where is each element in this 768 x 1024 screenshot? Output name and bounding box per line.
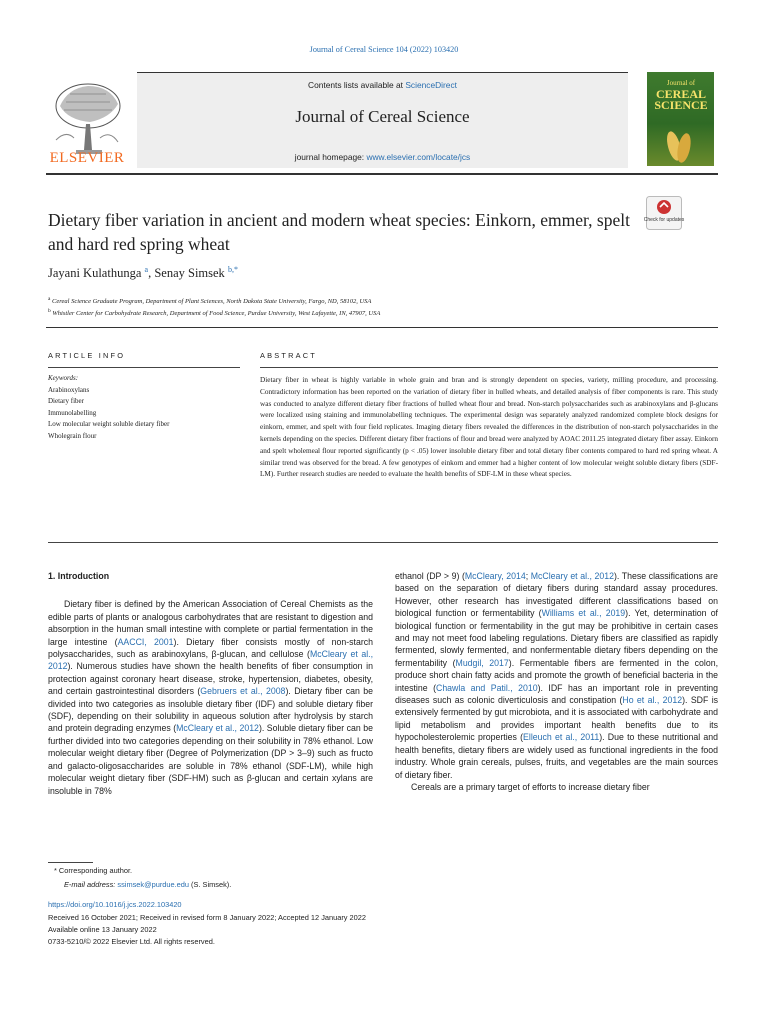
footnote-rule [48, 862, 93, 863]
body-paragraph [395, 570, 718, 781]
paragraph-text: ). Soluble dietary fiber can be further divided into two categories depending on their solubility in 78% ethanol. Low molecular weight dietary fiber (Degree of Polymerization (DP > 3–9) such as fructo and galacto-oligosaccharides are soluble in 78% ethanol (SDF-LM), while high molecular weight dietary fiber (SDF-HM) such as β-glucan and certain xylans are insoluble in 78% [48, 723, 373, 796]
keywords-block [48, 373, 248, 442]
abstract-rule [260, 367, 718, 368]
journal-title: Journal of Cereal Science [295, 107, 470, 126]
citation-link[interactable]: Williams et al., 2019 [541, 608, 626, 619]
author-affiliation-link[interactable]: b,* [227, 265, 238, 274]
check-for-updates-badge[interactable] [643, 196, 685, 230]
paragraph-text: ). IDF has an important role in preventing diseases such as colonic diverticulosis and constipation ( [395, 682, 719, 706]
available-online: Available online 13 January 2022 [48, 925, 157, 934]
cover-title-line3: SCIENCE [654, 98, 708, 112]
abstract-text: Dietary fiber in wheat is highly variable in whole grain and bran and is strongly dependent on species, variety, milling procedure, and processing. Contradictory information has been reported on the variation of dietary fiber in hulled wheats, and detailed analysis of fiber components is rare. This study was conducted to analyze different dietary fiber fractions of hulled wheat flour and bread. Non-starch polysaccharides such as arabinoxylans and β-glucans were localized using staining and immunolabelling techniques. The experimental design was separately analyzed randomized complete block designs for einkorn, emmer, and spelt with four field replicates. Imaging dietary fibers revealed the differences in the distribution of non-starch polysaccharides in the kernels depending on the species. Different dietary fiber fractions of flour and bread were analyzed by AOAC 2011.25 integrated dietary fiber assay. Einkorn and spelt wholemeal flour reported significantly (p < .05) lower insoluble dietary fiber and total dietary fiber contents compared to hard red spring wheat. A similar trend was observed for the bread. A few genotypes of einkorn and emmer had a higher content of low molecular weight soluble dietary fibers (SDF-LM). Further research studies are needed to evaluate the health benefits of SDF-LM in these wheat species. [260, 376, 718, 479]
article-info-heading: ARTICLE INFO [48, 351, 126, 360]
affiliation [48, 308, 380, 317]
paragraph-text: ). Yet, determination of biological function or fermentability in the gut may be prohibitive in certain cases and may not meet food labeling regulations. Dietary fibers are classified as rapidly fermented, slowly fermented, and nonfermentable dietary fibers depending on the fermentability ( [395, 608, 718, 668]
right-paragraphs [395, 570, 718, 793]
affiliation-rule [46, 327, 718, 328]
corresponding-author-note: * Corresponding author. [54, 866, 133, 875]
cover-title-line2: CEREAL [655, 87, 706, 101]
check-updates-text: Check for updates [643, 217, 685, 223]
keyword-item: Wholegrain flour [48, 431, 97, 440]
citation-link[interactable]: Chawla and Patil., 2010 [436, 682, 538, 693]
abstract-bottom-rule [48, 542, 718, 543]
header-rule [46, 173, 718, 175]
email-link[interactable]: ssimsek@purdue.edu [117, 880, 189, 889]
email-suffix: (S. Simsek). [189, 880, 232, 889]
copyright-line: 0733-5210/© 2022 Elsevier Ltd. All rights reserved. [48, 937, 215, 946]
sciencedirect-link[interactable]: ScienceDirect [405, 80, 457, 90]
email-label: E-mail address: [64, 880, 118, 889]
keyword-item: Immunolabelling [48, 408, 97, 417]
journal-header-band [137, 72, 628, 168]
keyword-item: Low molecular weight soluble dietary fiber [48, 420, 170, 428]
affiliation-text: Cereal Science Graduate Program, Department of Plant Sciences, North Dakota State University, Fargo, ND, 58102, USA [52, 298, 372, 306]
citation-link[interactable]: Ho et al., 2012 [622, 695, 683, 706]
section-heading-introduction: 1. Introduction [48, 571, 110, 581]
journal-homepage-link[interactable]: www.elsevier.com/locate/jcs [366, 152, 471, 162]
keyword-item: Arabinoxylans [48, 385, 90, 394]
citation-link[interactable]: Elleuch et al., 2011 [523, 732, 600, 743]
paragraph-text: ). Dietary fiber can be divided into two categories as insoluble dietary fiber (IDF) and soluble dietary fiber (SDF), depending on their solubility in aqueous solution after hydrolysis by starch and protein degrading enzymes ( [48, 686, 374, 734]
journal-citation-link[interactable]: Journal of Cereal Science 104 (2022) 103420 [309, 45, 459, 54]
body-column-right [395, 570, 718, 793]
affiliation [48, 296, 371, 305]
citation-link[interactable]: AACCI, 2001 [117, 636, 174, 647]
contents-line [137, 80, 628, 90]
paragraph-text: Cereals are a primary target of efforts to increase dietary fiber [411, 781, 650, 792]
citation-link[interactable]: McCleary et al., 2012 [48, 649, 374, 672]
citation-link[interactable]: McCleary et al., 2012 [176, 723, 259, 734]
body-column-left [48, 570, 373, 797]
cover-title [651, 78, 711, 111]
author-affiliation-link[interactable]: a [144, 265, 149, 274]
paragraph-text: ; [525, 571, 531, 581]
body-paragraph [48, 598, 373, 797]
article-info-rule [48, 367, 240, 368]
affiliation-text: Whistler Center for Carbohydrate Research, Department of Food Science, Purdue University, West Lafayette, IN, 47907, USA [52, 310, 381, 318]
affiliation-marker: b [48, 308, 51, 314]
body-paragraph [395, 781, 718, 793]
homepage-line [137, 152, 628, 162]
paragraph-text: ). Fermentable fibers are fermented in the colon, produce short chain fatty acids and promote the growth of beneficial bacteria in the intestine ( [395, 657, 718, 693]
paragraph-text: ). Numerous studies have shown the health benefits of fiber consumption in protection against coronary heart disease, stroke, hypertension, diabetes, obesity, and certain gastrointestinal disorders ( [48, 661, 373, 697]
homepage-prefix: journal homepage: [294, 152, 367, 162]
wheat-grain-image [665, 126, 693, 166]
paragraph-text: ). Due to these nutritional and health benefits, dietary fibers are widely used as functional ingredients in the food industry. Whole grain cereals, pulses, fruits, and vegetables are the main sources of dietary fiber. [395, 732, 718, 780]
citation-link[interactable]: McCleary et al., 2012 [530, 571, 614, 581]
keywords-heading: Keywords: [48, 374, 79, 382]
keyword-item: Dietary fiber [48, 397, 84, 405]
paragraph-text: ). These classifications are based on the separation of dietary fibers during standard assay procedures. However, other research has investigated different classifications based on biological function or fermentability ( [395, 571, 718, 619]
email-note [64, 880, 231, 889]
author-list [48, 265, 238, 281]
elsevier-wordmark: ELSEVIER [49, 150, 125, 166]
cover-title-line1: Journal of [666, 79, 696, 87]
doi-link[interactable]: https://doi.org/10.1016/j.jcs.2022.103420 [48, 900, 182, 909]
affiliation-marker: a [48, 296, 51, 302]
journal-cover-thumbnail[interactable] [647, 72, 714, 166]
paragraph-text: Dietary fiber is defined by the American Association of Cereal Chemists as the edible parts of plants or analogous carbohydrates that are resistant to digestion and absorption in the human small intestine with complete or partial fermentation in the large intestine ( [48, 599, 373, 647]
citation-link[interactable]: Gebruers et al., 2008 [200, 686, 286, 697]
left-paragraphs [48, 598, 373, 797]
paragraph-text: ). SDF is extensively fermented by gut microbiota, and it is associated with carbohydrate and lipid metabolism and provides important health benefits due to its hypocholesterolemic properties ( [395, 695, 719, 743]
received-dates: Received 16 October 2021; Received in revised form 8 January 2022; Accepted 12 January 2022 [48, 913, 366, 922]
contents-prefix: Contents lists available at [308, 80, 406, 90]
citation-link[interactable]: McCleary, 2014 [464, 571, 526, 581]
citation-link[interactable]: Mudgil, 2017 [455, 657, 509, 668]
author-separator: , [148, 266, 155, 281]
author-name: Senay Simsek [154, 266, 225, 281]
paragraph-text: ethanol (DP > 9) ( [395, 571, 465, 581]
abstract-heading: ABSTRACT [260, 351, 318, 360]
paper-title: Dietary fiber variation in ancient and modern wheat species: Einkorn, emmer, spelt and hard red spring wheat [48, 210, 630, 254]
paragraph-text: ). Dietary fiber consists mostly of non-starch polysaccharides, such as arabinoxylans, β-glucan, and cellulose ( [48, 636, 373, 660]
author-name: Jayani Kulathunga [48, 266, 142, 281]
